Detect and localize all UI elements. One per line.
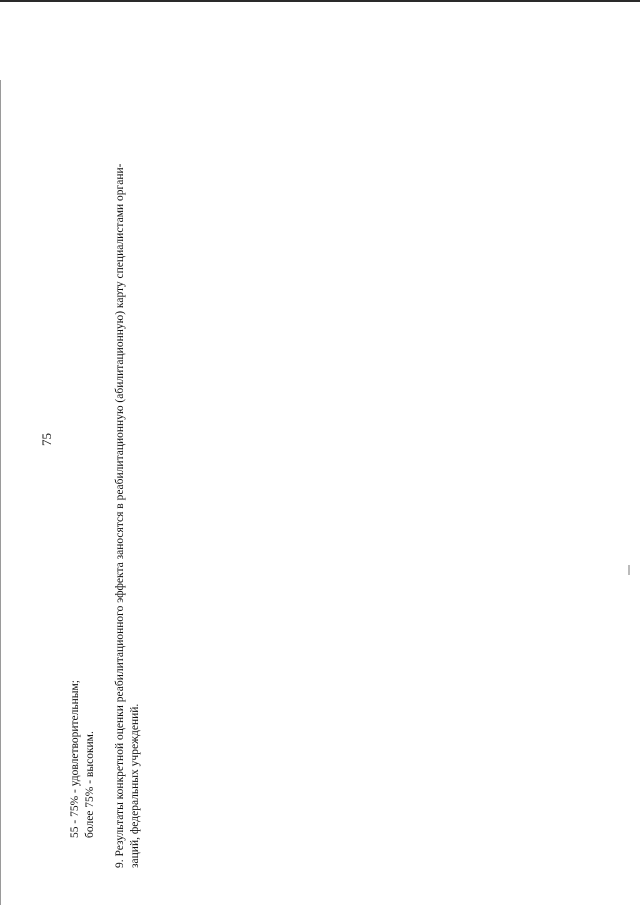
text-line: 55 - 75% - удовлетворительным; — [69, 680, 81, 838]
paragraph-line: 9. Результаты конкретной оценки реабилитационного эффекта заносятся в реабилитационную (абилитационную) карту специалистами органи- — [114, 163, 126, 868]
scan-edge-top — [0, 0, 640, 2]
scan-edge-left — [0, 80, 1, 905]
scan-mark — [628, 565, 630, 575]
text-line: более 75% - высоким. — [84, 731, 96, 838]
page-number: 75 — [39, 433, 54, 446]
paragraph-line: заций, федеральных учреждений. — [129, 703, 141, 868]
